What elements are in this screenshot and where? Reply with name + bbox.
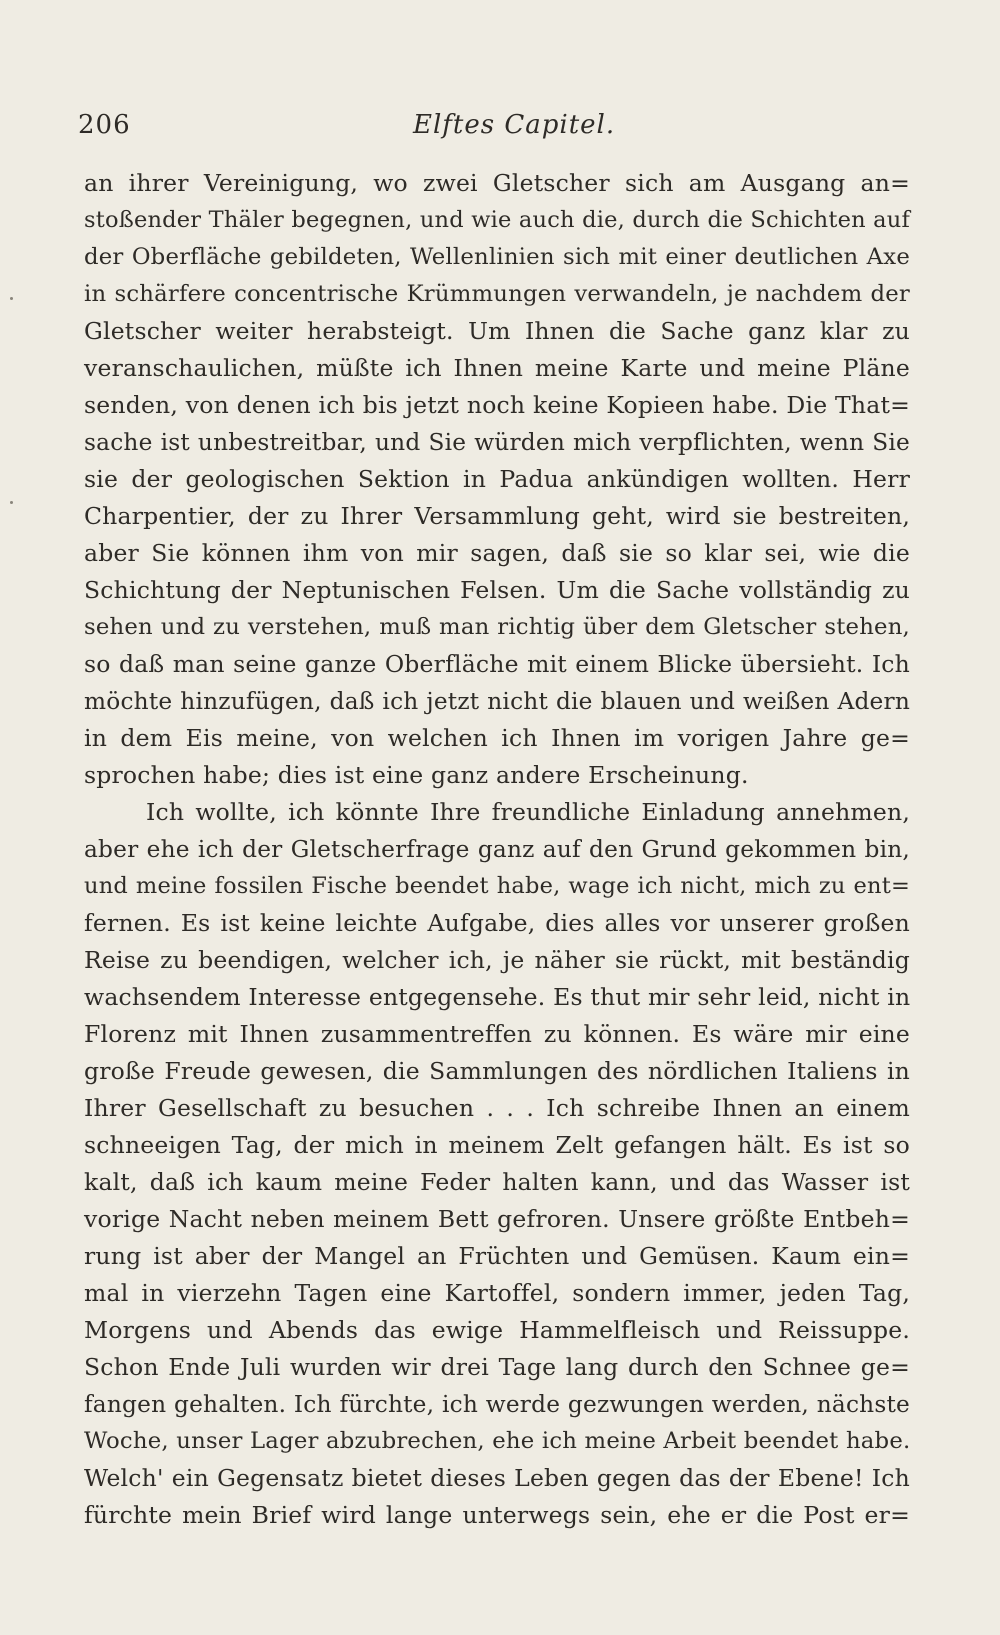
page-header	[78, 110, 918, 150]
paragraph	[84, 165, 910, 794]
text-line: Ich wollte, ich könnte Ihre freundliche Einladung annehmen,	[146, 798, 910, 826]
body-text	[84, 165, 910, 1534]
text-line: veranschaulichen, müßte ich Ihnen meine Karte und meine Pläne	[84, 354, 910, 382]
text-line: sehen und zu verstehen, muß man richtig über dem Gletscher stehen,	[84, 614, 910, 640]
text-line: Schichtung der Neptunischen Felsen. Um die Sache vollständig zu	[84, 576, 910, 604]
paragraph	[84, 794, 910, 1534]
text-line: fangen gehalten. Ich fürchte, ich werde gezwungen werden, nächste	[84, 1391, 910, 1418]
paper-speck	[10, 297, 13, 300]
text-line: rung ist aber der Mangel an Früchten und Gemüsen. Kaum ein=	[84, 1242, 910, 1270]
text-line: mal in vierzehn Tagen eine Kartoffel, sondern immer, jeden Tag,	[84, 1279, 910, 1307]
text-line: in dem Eis meine, von welchen ich Ihnen im vorigen Jahre ge=	[84, 724, 910, 752]
text-line: Florenz mit Ihnen zusammentreffen zu können. Es wäre mir eine	[84, 1020, 910, 1048]
text-line: an ihrer Vereinigung, wo zwei Gletscher sich am Ausgang an=	[84, 169, 910, 197]
text-line: Gletscher weiter herabsteigt. Um Ihnen die Sache ganz klar zu	[84, 317, 910, 345]
text-line: große Freude gewesen, die Sammlungen des nördlichen Italiens in	[84, 1057, 910, 1085]
text-line: Schon Ende Juli wurden wir drei Tage lang durch den Schnee ge=	[84, 1353, 910, 1381]
text-line: fürchte mein Brief wird lange unterwegs sein, ehe er die Post er=	[84, 1501, 910, 1529]
text-line: stoßender Thäler begegnen, und wie auch die, durch die Schichten auf	[84, 207, 910, 233]
text-line: schneeigen Tag, der mich in meinem Zelt gefangen hält. Es ist so	[84, 1131, 910, 1159]
text-line: wachsendem Interesse entgegensehe. Es thut mir sehr leid, nicht in	[84, 983, 911, 1011]
text-line: in schärfere concentrische Krümmungen verwandeln, je nachdem der	[84, 281, 910, 307]
text-line: aber Sie können ihm von mir sagen, daß sie so klar sei, wie die	[84, 539, 910, 567]
text-line: sprochen habe; dies ist eine ganz andere Erscheinung.	[84, 761, 749, 789]
text-line: und meine fossilen Fische beendet habe, wage ich nicht, mich zu ent=	[84, 873, 910, 899]
text-line: sie der geologischen Sektion in Padua ankündigen wollten. Herr	[84, 465, 910, 493]
text-line: Reise zu beendigen, welcher ich, je näher sie rückt, mit beständig	[84, 946, 910, 974]
text-line: fernen. Es ist keine leichte Aufgabe, dies alles vor unserer großen	[84, 909, 910, 937]
text-line: möchte hinzufügen, daß ich jetzt nicht die blauen und weißen Adern	[84, 688, 910, 715]
text-line: senden, von denen ich bis jetzt noch keine Kopieen habe. Die That=	[84, 391, 910, 419]
text-line: aber ehe ich der Gletscherfrage ganz auf den Grund gekommen bin,	[84, 836, 910, 863]
text-line: Ihrer Gesellschaft zu besuchen . . . Ich schreibe Ihnen an einem	[84, 1094, 910, 1122]
running-head: Elftes Capitel.	[413, 110, 616, 140]
text-line: Woche, unser Lager abzubrechen, ehe ich meine Arbeit beendet habe.	[84, 1428, 911, 1454]
text-line: Charpentier, der zu Ihrer Versammlung geht, wird sie bestreiten,	[84, 502, 910, 530]
paper-speck	[10, 501, 13, 504]
text-line: Morgens und Abends das ewige Hammelfleisch und Reissuppe.	[84, 1316, 910, 1344]
page-number: 206	[78, 110, 131, 140]
text-line: kalt, daß ich kaum meine Feder halten kann, und das Wasser ist	[84, 1168, 910, 1196]
text-line: sache ist unbestreitbar, und Sie würden mich verpflichten, wenn Sie	[84, 429, 910, 456]
text-line: Welch' ein Gegensatz bietet dieses Leben gegen das der Ebene! Ich	[84, 1464, 910, 1492]
text-line: so daß man seine ganze Oberfläche mit einem Blicke übersieht. Ich	[84, 650, 910, 678]
text-line: vorige Nacht neben meinem Bett gefroren. Unsere größte Entbeh=	[84, 1205, 910, 1233]
text-line: der Oberfläche gebildeten, Wellenlinien sich mit einer deutlichen Axe	[84, 244, 910, 270]
